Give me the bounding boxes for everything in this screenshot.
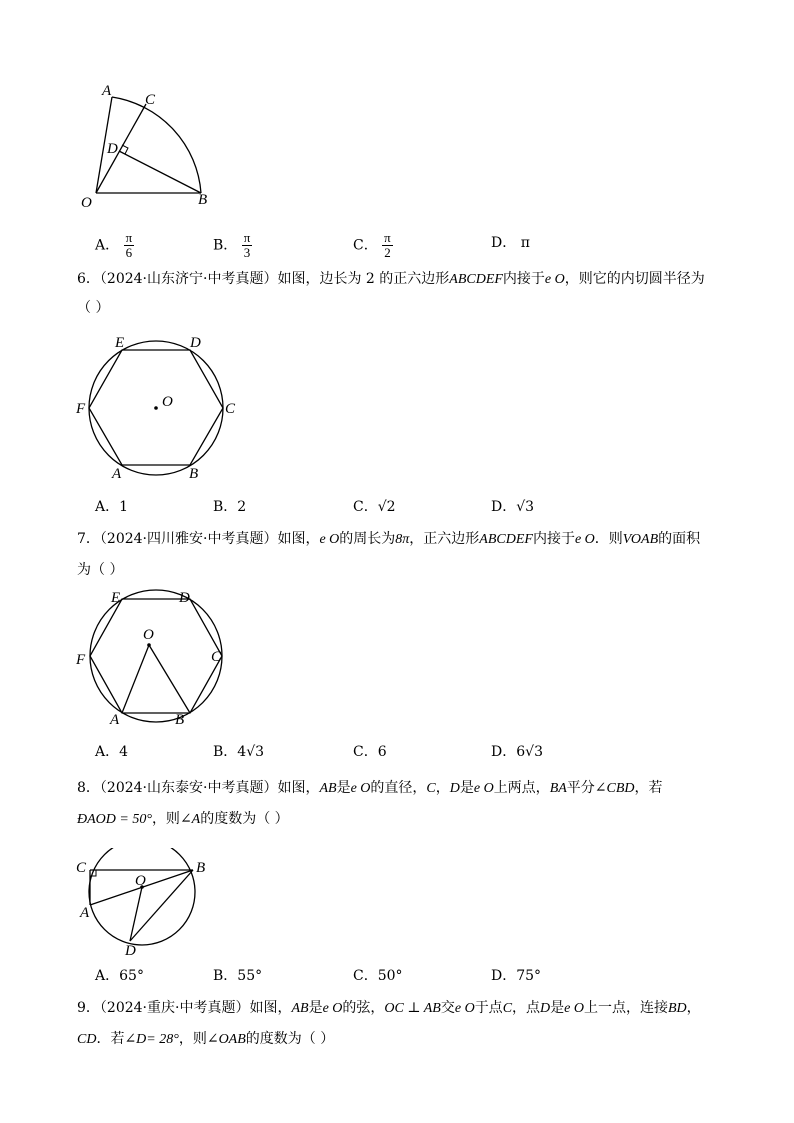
segment-db	[119, 151, 201, 193]
label-a: A	[112, 466, 122, 482]
q7-option-b[interactable]: B．4√3	[213, 744, 265, 760]
label-a: A	[102, 83, 112, 99]
label-a: A	[80, 905, 90, 921]
label-c: C	[145, 92, 156, 108]
q9-stem-line1: 9．（2024·重庆·中考真题）如图，AB是e O的弦，OC ⊥ AB交e O于点C，点D是e O上一点，连接BD，	[77, 1000, 701, 1016]
q5-option-b[interactable]	[213, 231, 252, 260]
q7-option-a[interactable]: A．4	[95, 744, 129, 760]
q6-stem-line2	[77, 299, 109, 317]
center-dot	[154, 406, 158, 410]
label-b: B	[189, 466, 199, 482]
hexagon-figure-q7	[72, 585, 247, 730]
label-e: E	[111, 590, 121, 606]
segment-oa	[122, 645, 149, 713]
question-number: 7．	[77, 531, 100, 547]
center-dot	[147, 643, 151, 647]
label-o: O	[81, 195, 92, 211]
label-b: B	[198, 192, 208, 208]
q8-stem-line1: 8．（2024·山东泰安·中考真题）如图，AB是e O的直径，C，D是e O上两点，BA平分∠CBD，若	[77, 780, 663, 796]
option-key: C．	[353, 237, 378, 254]
q7-stem-line2: 为（ ）	[77, 562, 124, 578]
label-d: D	[179, 590, 190, 606]
hexagon-figure-q6	[72, 330, 247, 485]
option-key: D．	[491, 235, 517, 251]
label-o: O	[135, 873, 146, 889]
q8-option-c[interactable]: C．50°	[353, 968, 403, 984]
sector-arc	[112, 97, 201, 193]
circle-o	[89, 848, 195, 945]
label-b: B	[175, 712, 185, 728]
segment-od	[130, 887, 142, 941]
label-c: C	[225, 401, 236, 417]
label-e: E	[115, 335, 125, 351]
q6-option-b[interactable]: B．2	[213, 499, 247, 515]
q6-option-d[interactable]: D．√3	[491, 499, 535, 515]
question-number: 9．	[77, 1000, 100, 1016]
q7-option-d[interactable]: D．6√3	[491, 744, 543, 760]
answer-paren: （ ）	[77, 300, 110, 316]
q8-stem-line2: ÐAOD = 50°，则∠A的度数为（ ）	[77, 811, 289, 827]
q5-option-c[interactable]	[353, 231, 393, 260]
label-d: D	[125, 943, 136, 959]
sector-figure	[75, 80, 225, 215]
label-o: O	[162, 394, 173, 410]
segment-ob	[149, 645, 190, 713]
q5-option-d[interactable]	[491, 234, 530, 252]
question-number: 6．	[77, 271, 100, 287]
question-source: （2024·重庆·中考真题）	[99, 1000, 250, 1016]
fraction: $\frac{\pi}{6}$	[125, 230, 133, 260]
option-key: B．	[213, 237, 238, 254]
q5-option-a[interactable]	[95, 231, 134, 260]
label-f: F	[76, 401, 86, 417]
q7-option-c[interactable]: C．6	[353, 744, 387, 760]
q9-stem-line2: CD．若∠D= 28°，则∠OAB的度数为（ ）	[77, 1031, 335, 1047]
circle-figure-q8	[72, 848, 222, 960]
q8-option-b[interactable]: B．55°	[213, 968, 263, 984]
q8-option-a[interactable]: A．65°	[95, 968, 144, 984]
option-key: A．	[95, 237, 120, 254]
label-o: O	[143, 627, 154, 643]
label-d: D	[190, 335, 201, 351]
label-d: D	[107, 141, 118, 157]
q6-option-c[interactable]: C．√2	[353, 499, 396, 515]
label-f: F	[76, 652, 86, 668]
option-value: π	[520, 235, 530, 251]
question-source: （2024·山东济宁·中考真题）	[99, 271, 278, 287]
question-source: （2024·山东泰安·中考真题）	[99, 780, 278, 796]
label-c: C	[211, 649, 222, 665]
question-source: （2024·四川雅安·中考真题）	[99, 531, 278, 547]
label-a: A	[110, 712, 120, 728]
q6-option-a[interactable]: A．1	[95, 499, 129, 515]
q8-option-d[interactable]: D．75°	[491, 968, 542, 984]
fraction: $\frac{\pi}{3}$	[243, 230, 251, 260]
q7-stem-line1: 7．（2024·四川雅安·中考真题）如图，e O的周长为8π，正六边形ABCDEF内接于e O．则VOAB的面积	[77, 531, 701, 547]
q6-stem-line1: 6．（2024·山东济宁·中考真题）如图，边长为 2 的正六边形ABCDEF内接于e O，则它的内切圆半径为	[77, 271, 705, 287]
question-number: 8．	[77, 780, 100, 796]
label-b: B	[196, 860, 206, 876]
fraction: $\frac{\pi}{2}$	[384, 230, 391, 260]
label-c: C	[76, 860, 87, 876]
